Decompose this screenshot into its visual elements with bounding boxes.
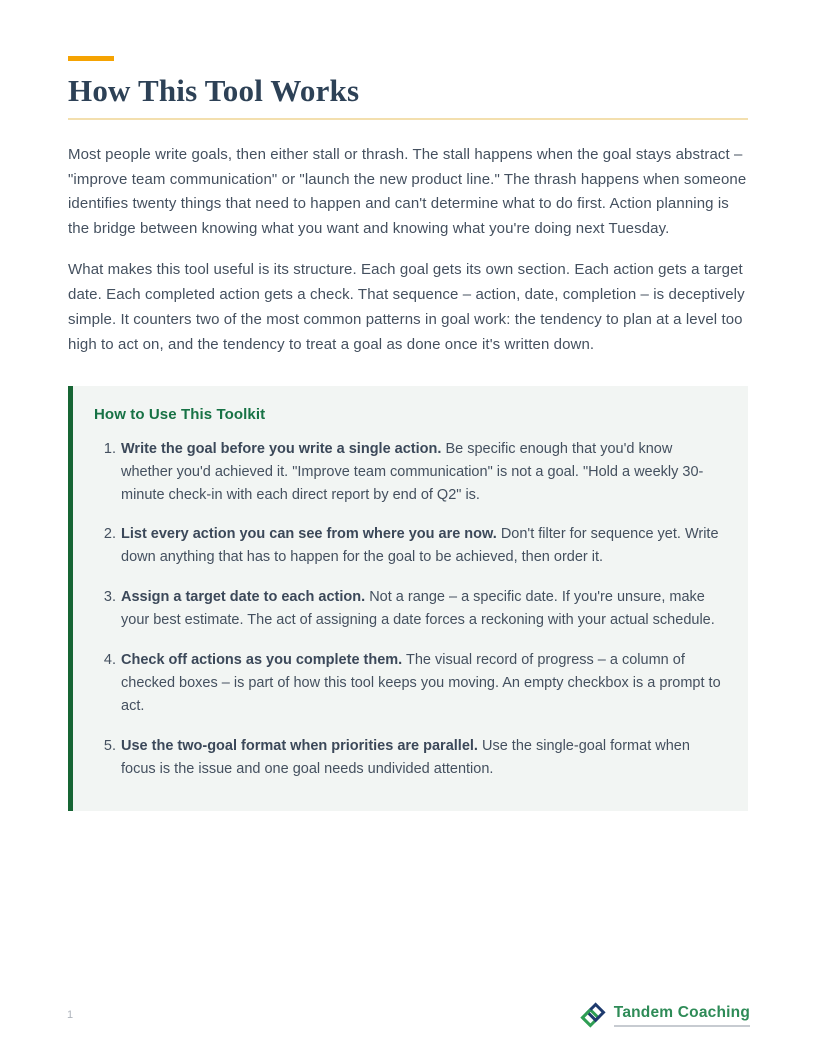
list-item (94, 649, 722, 718)
list-item-text (121, 735, 722, 781)
page-title: How This Tool Works (68, 73, 360, 108)
list-item-body: The visual record of progress – a column of checked boxes – is part of how this tool keeps you moving. An empty checkbox is a prompt to act. (121, 652, 721, 714)
list-item (94, 586, 722, 632)
list-item-body: Not a range – a specific date. If you're unsure, make your best estimate. The act of assigning a date forces a reckoning with your actual schedule. (121, 589, 715, 629)
intro-paragraph-1: Most people write goals, then either stall or thrash. The stall happens when the goal stays abstract – "improve team communication" or "launch the new product line." The thrash happens when someone identifies twenty things that need to happen and can't determine what to do first. Action planning is the bridge between knowing what you want and knowing what you're doing next Tuesday. (68, 145, 747, 238)
page-content (0, 56, 816, 811)
list-item (94, 438, 722, 507)
how-to-use-callout (68, 386, 748, 811)
list-item-lead: Check off actions as you complete them. (121, 652, 403, 669)
list-item-number: 4. (103, 652, 116, 669)
title-divider (68, 118, 748, 120)
list-item-number: 5. (103, 737, 116, 754)
list-item-lead: Assign a target date to each action. (121, 589, 366, 606)
intro-paragraph-2: What makes this tool useful is its structure. Each goal gets its own section. Each action gets a target date. Each completed action gets a check. That sequence – action, date, completion – is deceptively simple. It counters two of the most common patterns in goal work: the tendency to plan at a level too high to act on, and the tendency to treat a goal as done once it's written down. (68, 261, 745, 353)
list-item-text (121, 438, 722, 507)
list-item-text (121, 523, 722, 569)
list-item-number: 2. (103, 526, 116, 543)
callout-list (94, 438, 722, 781)
list-item-lead: Use the two-goal format when priorities are parallel. (121, 737, 478, 754)
list-item-text (121, 649, 722, 718)
list-item-lead: List every action you can see from where you are now. (121, 526, 497, 543)
page-number: 1 (67, 1009, 74, 1021)
brand-name: Tandem Coaching (614, 1004, 750, 1027)
list-item-number: 1. (103, 440, 116, 457)
list-item-body: Don't filter for sequence yet. Write down anything that has to happen for the goal to be achieved, then order it. (121, 526, 719, 566)
list-item-body: Use the single-goal format when focus is the issue and one goal needs undivided attention. (121, 737, 690, 777)
list-item (94, 523, 722, 569)
list-item-number: 3. (103, 589, 116, 606)
brand-logo (579, 1001, 750, 1029)
list-item-text (121, 586, 722, 632)
title-accent-bar (68, 56, 114, 61)
list-item-lead: Write the goal before you write a single action. (121, 440, 442, 457)
callout-heading: How to Use This Toolkit (94, 405, 266, 423)
tandem-diamond-icon (579, 1001, 607, 1029)
list-item-body: Be specific enough that you'd know whether you'd achieved it. "Improve team communication" is not a goal. "Hold a weekly 30-minute check-in with each direct report by end of Q2" is. (121, 440, 704, 503)
list-item (94, 735, 722, 781)
